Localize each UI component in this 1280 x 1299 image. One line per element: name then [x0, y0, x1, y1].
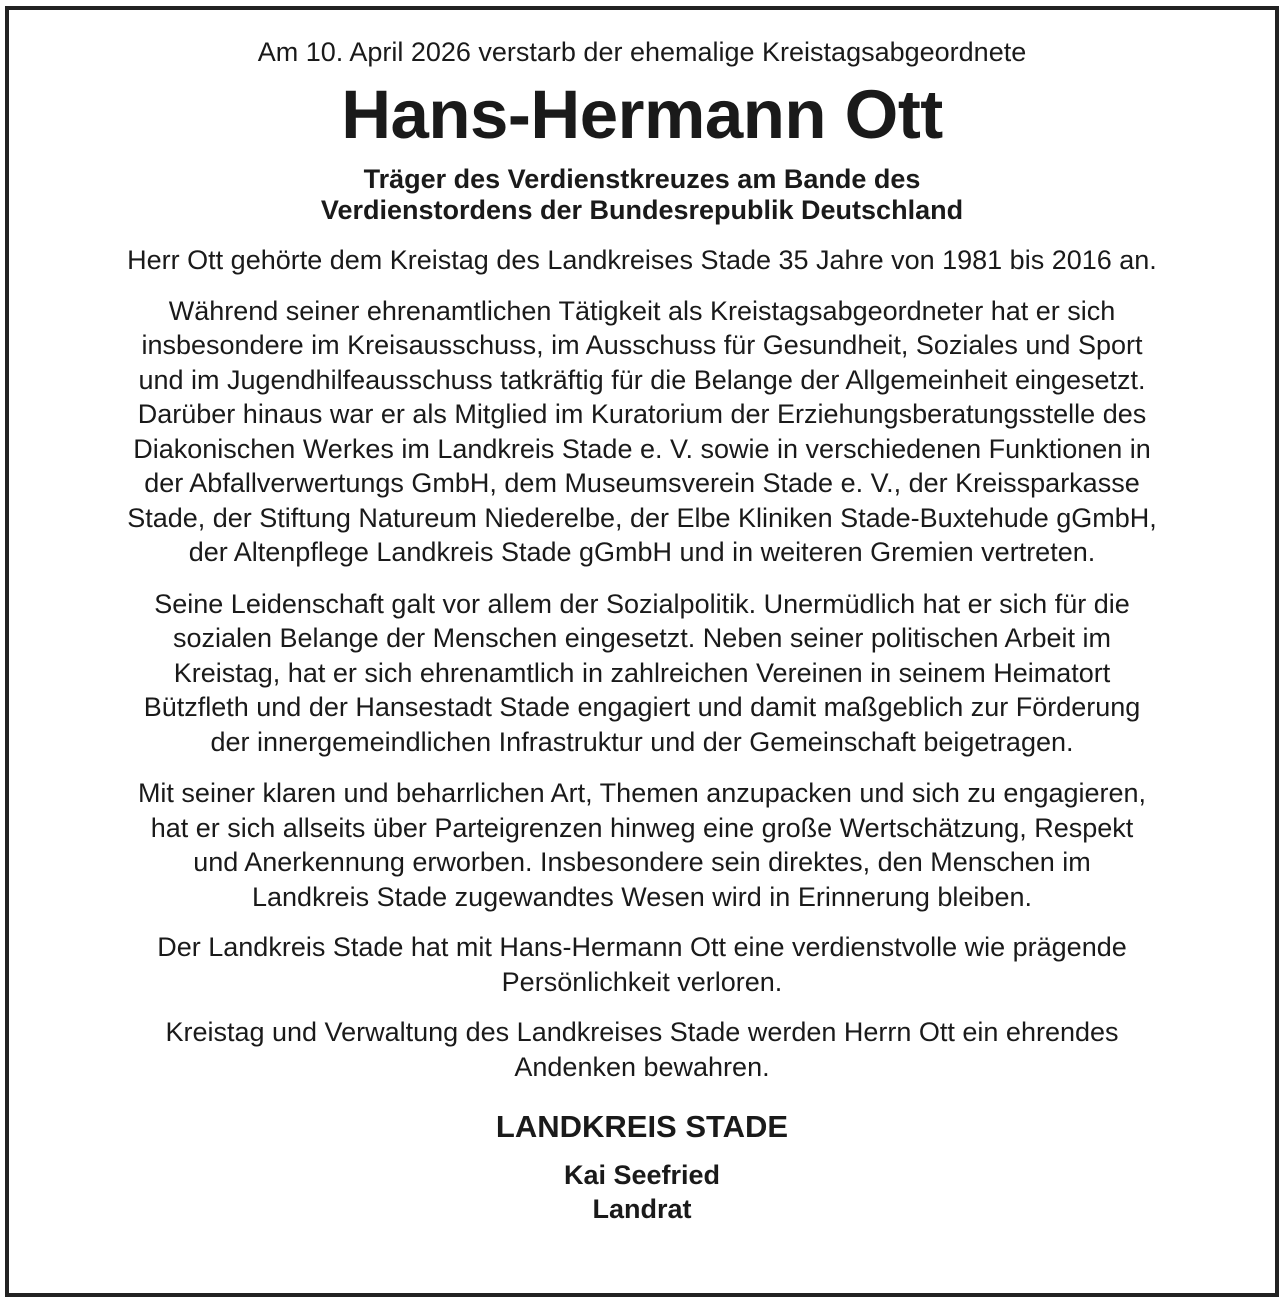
- text-line: und Anerkennung erworben. Insbesondere sein direktes, den Menschen im: [193, 847, 1091, 877]
- text-line: Andenken bewahren.: [514, 1051, 770, 1082]
- text-line: hat er sich allseits über Parteigrenzen hinweg eine große Wertschätzung, Respekt: [150, 812, 1134, 843]
- deceased-name: Hans-Hermann Ott: [341, 76, 943, 153]
- text-line: Mit seiner klaren und beharrlichen Art, Themen anzupacken und sich zu engagieren,: [137, 778, 1147, 808]
- text-line: Während seiner ehrenamtlichen Tätigkeit als Kreistagsabgeordneter hat er sich: [168, 295, 1116, 326]
- text-line: Landkreis Stade zugewandtes Wesen wird in Erinnerung bleiben.: [252, 881, 1032, 912]
- signer-name: Kai Seefried: [563, 1160, 721, 1190]
- text-line: der Abfallverwertungs GmbH, dem Museumsverein Stade e. V., der Kreissparkasse: [144, 468, 1140, 498]
- text-line: der innergemeindlichen Infrastruktur und der Gemeinschaft beigetragen.: [210, 726, 1074, 757]
- paragraph-character: [22, 776, 1262, 914]
- text-line: Persönlichkeit verloren.: [501, 966, 783, 997]
- text-line: Der Landkreis Stade hat mit Hans-Hermann Ott eine verdienstvolle wie prägende: [157, 932, 1127, 962]
- notice-content: [9, 10, 1275, 1226]
- paragraph-social-policy: [22, 587, 1262, 760]
- paragraph-activities: [22, 294, 1262, 570]
- paragraph-remembrance: [22, 1015, 1262, 1084]
- paragraph-loss: [22, 930, 1262, 999]
- honor-title: [9, 164, 1275, 226]
- text-line: der Altenpflege Landkreis Stade gGmbH und in weiteren Gremien vertreten.: [188, 537, 1096, 567]
- organization-name: LANDKREIS STADE: [495, 1109, 789, 1144]
- text-line: und im Jugendhilfeausschuss tatkräftig für die Belange der Allgemeinheit eingesetzt.: [138, 364, 1146, 395]
- text-line: Herr Ott gehörte dem Kreistag des Landkreises Stade 35 Jahre von 1981 bis 2016 an.: [127, 245, 1157, 275]
- intro-line: Am 10. April 2026 verstarb der ehemalige Kreistagsabgeordnete: [257, 37, 1027, 67]
- signature-block: [9, 1158, 1275, 1226]
- text-line: Seine Leidenschaft galt vor allem der Sozialpolitik. Unermüdlich hat er sich für die: [154, 588, 1130, 619]
- text-line: Diakonischen Werkes im Landkreis Stade e. V. sowie in verschiedenen Funktionen in: [133, 433, 1151, 464]
- text-line: Darüber hinaus war er als Mitglied im Kuratorium der Erziehungsberatungsstelle des: [137, 399, 1147, 429]
- text-line: Kreistag, hat er sich ehrenamtlich in zahlreichen Vereinen in seinem Heimatort: [173, 657, 1111, 688]
- signer-title: Landrat: [592, 1194, 692, 1224]
- paragraph-tenure: [22, 243, 1262, 278]
- honor-line-2: Verdienstordens der Bundesrepublik Deutschland: [320, 195, 964, 225]
- obituary-notice: [5, 6, 1279, 1297]
- text-line: Kreistag und Verwaltung des Landkreises Stade werden Herrn Ott ein ehrendes: [165, 1017, 1119, 1047]
- text-line: insbesondere im Kreisausschuss, im Ausschuss für Gesundheit, Soziales und Sport: [141, 330, 1143, 360]
- text-line: Stade, der Stiftung Natureum Niederelbe, der Elbe Kliniken Stade-Buxtehude gGmbH,: [127, 502, 1157, 533]
- honor-line-1: Träger des Verdienstkreuzes am Bande des: [363, 164, 921, 194]
- text-line: sozialen Belange der Menschen eingesetzt. Neben seiner politischen Arbeit im: [172, 623, 1112, 653]
- text-line: Bützfleth und der Hansestadt Stade engagiert und damit maßgeblich zur Förderung: [143, 692, 1141, 722]
